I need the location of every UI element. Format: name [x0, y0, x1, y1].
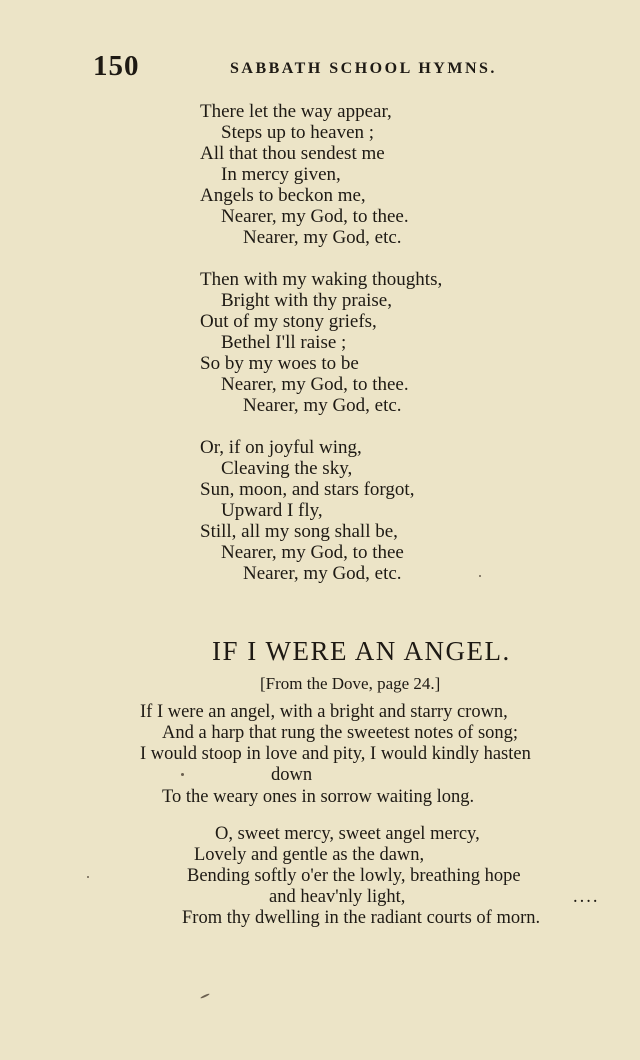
chorus-line: Bending softly o'er the lowly, breathing hope — [187, 866, 521, 886]
verse-line: There let the way appear, — [200, 101, 392, 122]
verse-line: Bright with thy praise, — [221, 290, 392, 311]
verse-line: Out of my stony griefs, — [200, 311, 377, 332]
hymn-source: [From the Dove, page 24.] — [260, 674, 441, 693]
print-speck — [479, 575, 481, 577]
verse-line: Cleaving the sky, — [221, 458, 353, 479]
hymn-title: IF I WERE AN ANGEL. — [212, 636, 511, 666]
verse-line: Nearer, my God, to thee. — [221, 206, 409, 227]
verse-line: I would stoop in love and pity, I would kindly hasten — [140, 744, 531, 764]
verse-line: Bethel I'll raise ; — [221, 332, 347, 353]
verse-line: So by my woes to be — [200, 353, 359, 374]
page-number: 150 — [93, 50, 140, 82]
verse-line: Angels to beckon me, — [200, 185, 366, 206]
verse-line: If I were an angel, with a bright and starry crown, — [140, 702, 508, 722]
verse-line: Nearer, my God, etc. — [243, 395, 402, 416]
verse-line: Then with my waking thoughts, — [200, 269, 443, 290]
verse-line: Nearer, my God, etc. — [243, 227, 402, 248]
verse-line: Upward I fly, — [221, 500, 323, 521]
chorus-line: and heav'nly light, — [269, 887, 406, 907]
verse-line: Nearer, my God, to thee. — [221, 374, 409, 395]
verse-line: To the weary ones in sorrow waiting long. — [162, 787, 475, 807]
chorus-line: From thy dwelling in the radiant courts of morn. — [182, 908, 541, 928]
verse-line: In mercy given, — [221, 164, 341, 185]
chorus-line: .... — [573, 887, 600, 907]
verse-line: Nearer, my God, to thee — [221, 542, 404, 563]
page-header — [93, 50, 523, 84]
print-speck — [181, 773, 184, 776]
verse-line: Still, all my song shall be, — [200, 521, 398, 542]
verse-line: down — [271, 765, 313, 785]
print-speck — [87, 876, 89, 878]
running-head: SABBATH SCHOOL HYMNS. — [230, 60, 497, 77]
verse-line: Or, if on joyful wing, — [200, 437, 362, 458]
chorus-line: O, sweet mercy, sweet angel mercy, — [215, 824, 480, 844]
verse-line: And a harp that rung the sweetest notes of song; — [162, 723, 519, 743]
verse-line: Steps up to heaven ; — [221, 122, 375, 143]
print-speck — [200, 993, 210, 999]
chorus-line: Lovely and gentle as the dawn, — [194, 845, 425, 865]
verse-line: Sun, moon, and stars forgot, — [200, 479, 415, 500]
verse-line: Nearer, my God, etc. — [243, 563, 402, 584]
verse-line: All that thou sendest me — [200, 143, 385, 164]
